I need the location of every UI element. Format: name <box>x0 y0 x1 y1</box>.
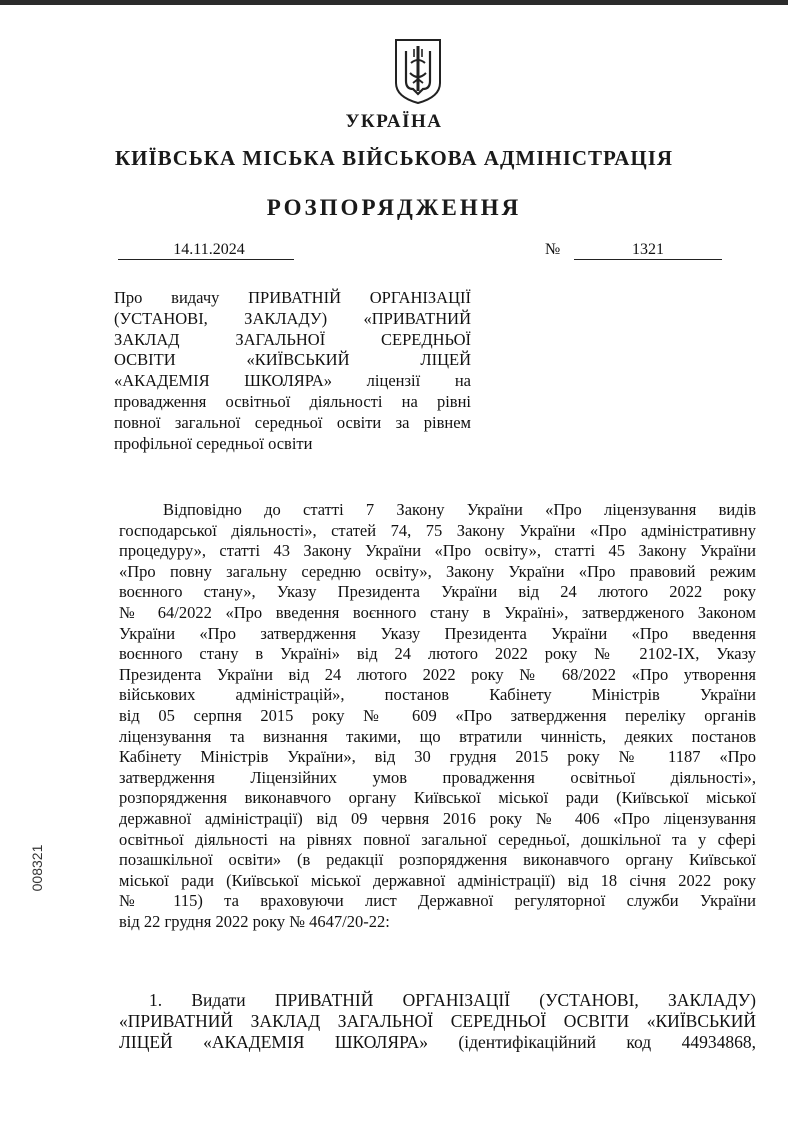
document-type-heading: РОЗПОРЯДЖЕННЯ <box>266 195 522 220</box>
title-line: (УСТАНОВІ, ЗАКЛАДУ) «ПРИВАТНИЙ <box>114 308 471 328</box>
body-line: освітньої діяльності на рівнях повної загальної середньої, дошкільної та у сфері <box>119 829 756 849</box>
document-date: 14.11.2024 <box>118 241 294 260</box>
body-line: від 05 серпня 2015 року № 609 «Про затвердження переліку органів <box>119 705 756 725</box>
body-line: від 22 грудня 2022 року № 4647/20-22: <box>119 911 390 931</box>
body-line: процедуру», статті 43 Закону України «Про освіту», статті 45 Закону України <box>119 541 756 561</box>
body-line: № 64/2022 «Про введення воєнного стану в Україні», затвердженого Законом <box>119 602 756 622</box>
body-line: № 115) та враховуючи лист Державної регуляторної служби України <box>119 891 756 911</box>
body-line: України «Про затвердження Указу Президента України «Про введення <box>119 623 756 643</box>
body-line: військових адміністрацій», постанов Кабінету Міністрів України <box>119 685 756 705</box>
title-line: ЗАКЛАД ЗАГАЛЬНОЇ СЕРЕДНЬОЇ <box>114 329 471 349</box>
title-line: провадження освітньої діяльності на рівні <box>114 391 471 411</box>
body-line: ліцензування та визнання такими, що втратили чинність, деяких постанов <box>119 726 756 746</box>
body-line: державної адміністрації) від 09 червня 2016 року № 406 «Про ліцензування <box>119 808 756 828</box>
margin-registration-code: 008321 <box>29 844 45 892</box>
body-line: господарської діяльності», статей 74, 75 Закону України «Про адміністративну <box>119 520 756 540</box>
item-line: ЛІЦЕЙ «АКАДЕМІЯ ШКОЛЯРА» (ідентифікаційний код 44934868, <box>119 1032 756 1052</box>
preamble-paragraph <box>119 500 756 932</box>
body-line: позашкільної освіти» (в редакції розпорядження виконавчого органу Київської <box>119 850 756 870</box>
organization-heading: КИЇВСЬКА МІСЬКА ВІЙСЬКОВА АДМІНІСТРАЦІЯ <box>114 146 674 170</box>
body-line: «Про повну загальну середню освіту», Закону України «Про правовий режим <box>119 561 756 581</box>
title-line: профільної середньої освіти <box>114 433 313 453</box>
body-line: затвердження Ліцензійних умов провадження освітньої діяльності», <box>119 767 756 787</box>
document-title <box>114 288 471 454</box>
body-line: міської ради (Київської міської державної адміністрації) від 18 січня 2022 року <box>119 870 756 890</box>
title-line: повної загальної середньої освіти за рівнем <box>114 412 471 432</box>
item-line: «ПРИВАТНИЙ ЗАКЛАД ЗАГАЛЬНОЇ СЕРЕДНЬОЇ ОСВІТИ «КИЇВСЬКИЙ <box>119 1011 756 1031</box>
body-line: розпорядження виконавчого органу Київської міської ради (Київської міської <box>119 788 756 808</box>
title-line: Про видачу ПРИВАТНІЙ ОРГАНІЗАЦІЇ <box>114 288 471 307</box>
body-line: Відповідно до статті 7 Закону України «Про ліцензування видів <box>163 500 756 519</box>
body-line: воєнного стану», Указу Президента України від 24 лютого 2022 року <box>119 582 756 602</box>
coat-of-arms-icon <box>393 37 443 105</box>
country-heading: УКРАЇНА <box>345 111 443 132</box>
body-line: воєнного стану в Україні» від 24 лютого 2022 року № 2102-IX, Указу <box>119 644 756 664</box>
number-sign: № <box>545 241 561 258</box>
item-line: 1. Видати ПРИВАТНІЙ ОРГАНІЗАЦІЇ (УСТАНОВІ, ЗАКЛАДУ) <box>149 990 756 1010</box>
item-1-paragraph <box>119 990 756 1053</box>
body-line: Кабінету Міністрів України», від 30 грудня 2015 року № 1187 «Про <box>119 747 756 767</box>
title-line: «АКАДЕМІЯ ШКОЛЯРА» ліцензії на <box>114 371 471 391</box>
body-line: Президента України від 24 лютого 2022 року № 68/2022 «Про утворення <box>119 664 756 684</box>
title-line: ОСВІТИ «КИЇВСЬКИЙ ЛІЦЕЙ <box>114 350 471 370</box>
document-number: 1321 <box>574 241 722 260</box>
viewer-top-bar <box>0 0 788 5</box>
